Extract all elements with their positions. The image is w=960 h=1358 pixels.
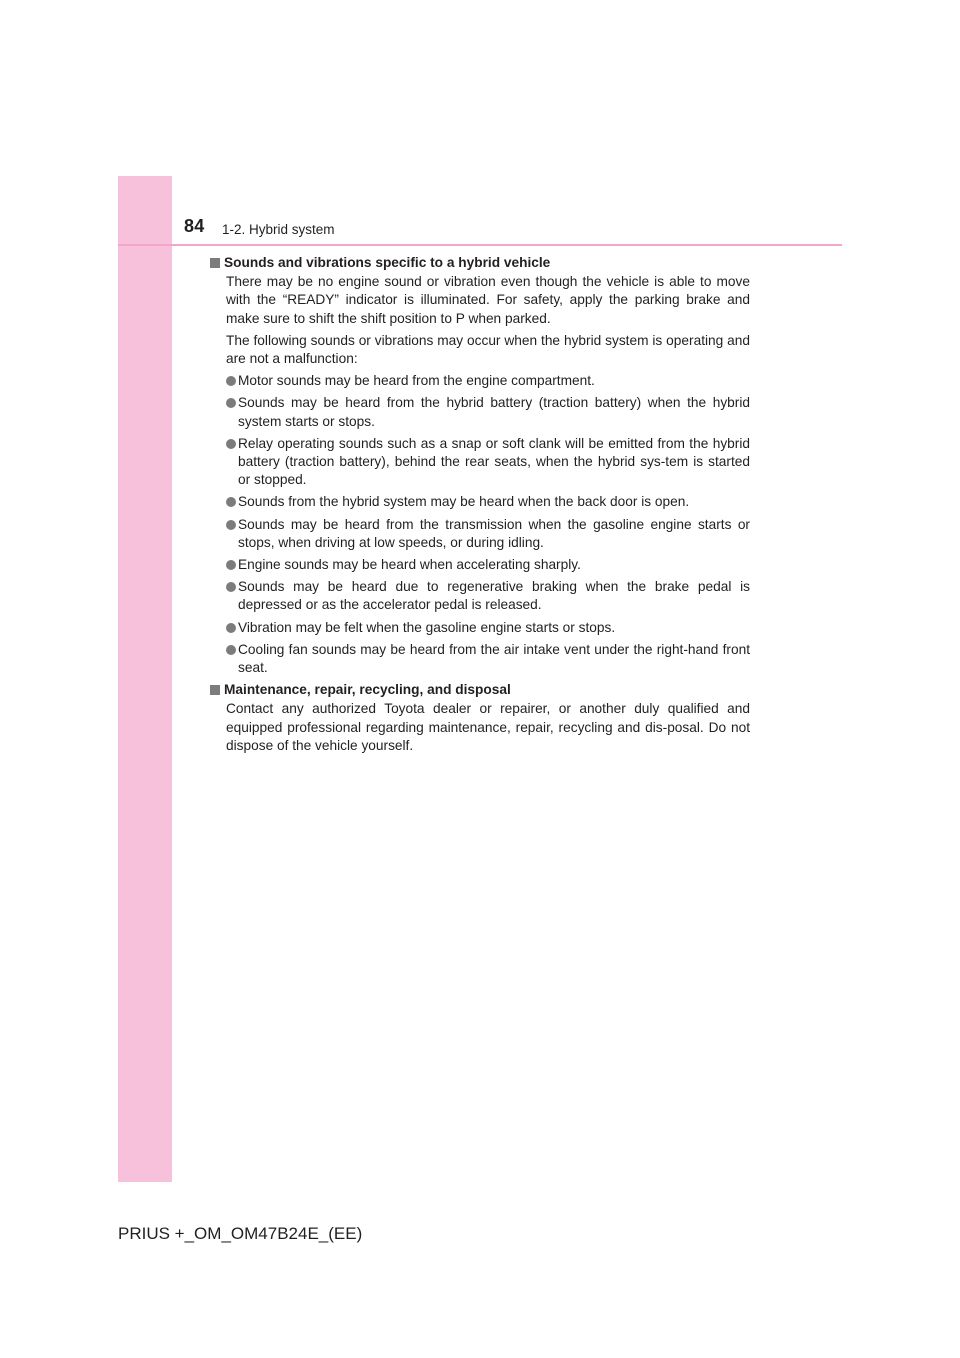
page-content [210,254,750,759]
header-divider [118,244,842,246]
heading-text: Sounds and vibrations specific to a hybrid vehicle [224,255,551,270]
bullet-list [210,372,750,677]
page-number: 84 [184,216,205,236]
list-item [226,493,750,511]
list-item-text: Sounds may be heard due to regenerative braking when the brake pedal is depressed or as the accelerator pedal is released. [238,579,750,613]
square-bullet-icon [210,258,220,268]
circle-bullet-icon [226,560,236,570]
list-item [226,641,750,677]
circle-bullet-icon [226,398,236,408]
circle-bullet-icon [226,497,236,507]
side-tab-band [118,176,172,1182]
section-heading [210,254,750,272]
heading-text: Maintenance, repair, recycling, and disposal [224,682,511,698]
list-item-text: Relay operating sounds such as a snap or soft clank will be emitted from the hybrid battery (traction battery), behind the rear seats, when the hybrid sys-tem is started or stopped. [238,435,750,488]
list-item [226,372,750,390]
list-item-text: Engine sounds may be heard when accelerating sharply. [238,557,581,573]
list-item [226,435,750,490]
list-item [226,578,750,614]
document-id-footer: PRIUS +_OM_OM47B24E_(EE) [118,1224,363,1243]
list-item-text: Sounds from the hybrid system may be heard when the back door is open. [238,494,690,510]
list-item [226,394,750,430]
list-item-text: Motor sounds may be heard from the engine compartment. [238,373,595,389]
circle-bullet-icon [226,645,236,655]
circle-bullet-icon [226,439,236,449]
circle-bullet-icon [226,376,236,386]
circle-bullet-icon [226,520,236,530]
section-title: 1-2. Hybrid system [222,222,335,237]
paragraph: The following sounds or vibrations may occur when the hybrid system is operating and are not a malfunction: [226,332,750,367]
circle-bullet-icon [226,623,236,633]
list-item-text: Sounds may be heard from the hybrid battery (traction battery) when the hybrid system starts or stops. [238,395,750,429]
list-item [226,516,750,552]
paragraph: Contact any authorized Toyota dealer or repairer, or another duly qualified and equipped professional regarding maintenance, repair, recycling and dis-posal. Do not dispose of the vehicle yourself. [226,701,750,753]
list-item [226,619,750,637]
section-heading [210,681,750,699]
list-item-text: Cooling fan sounds may be heard from the air intake vent under the right-hand front seat. [238,641,750,676]
list-item-text: Sounds may be heard from the transmission when the gasoline engine starts or stops, when driving at low speeds, or during idling. [238,516,750,550]
paragraph: There may be no engine sound or vibration even though the vehicle is able to move with the “READY” indicator is illuminated. For safety, apply the parking brake and make sure to shift the shift position to P when parked. [226,274,750,326]
circle-bullet-icon [226,582,236,592]
square-bullet-icon [210,685,220,695]
list-item [226,556,750,574]
list-item-text: Vibration may be felt when the gasoline engine starts or stops. [238,619,616,635]
